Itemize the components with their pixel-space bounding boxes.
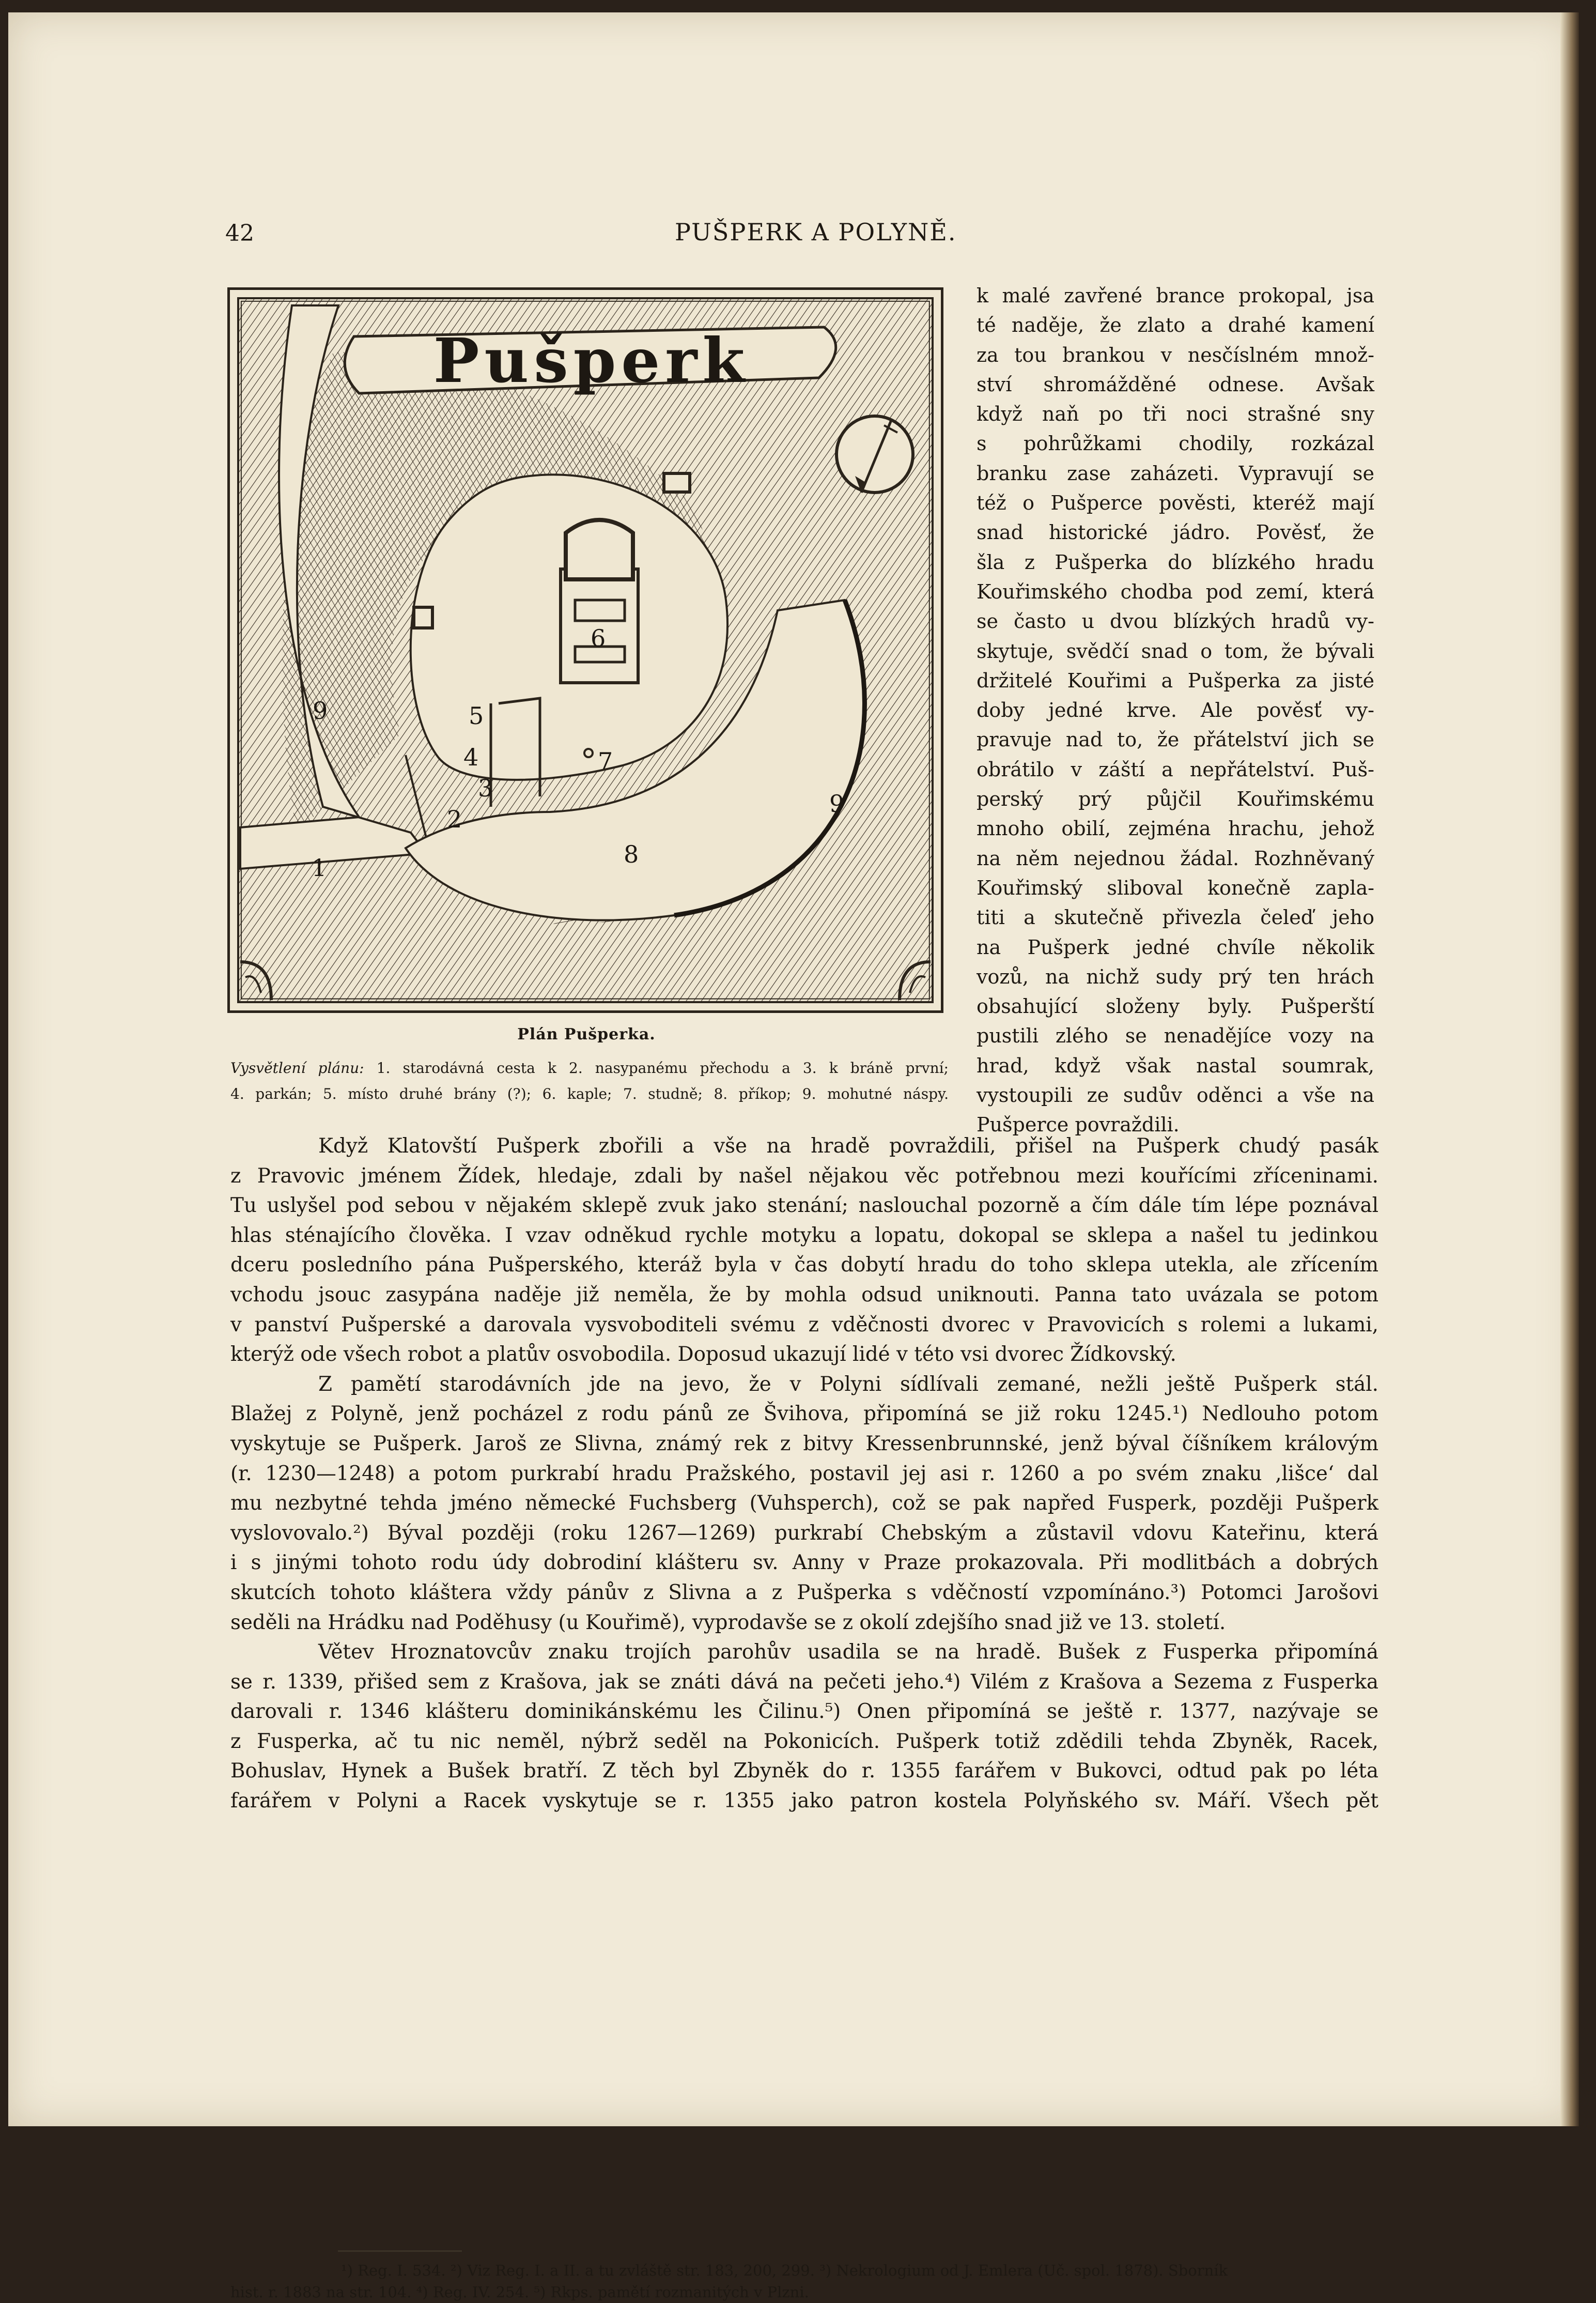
side-line: k malé zavřené brance prokopal, jsa	[977, 284, 1374, 307]
side-line: titi a skutečně přivezla čeleď jeho	[977, 906, 1374, 929]
footnote-line: ¹) Reg. I. 534. ²) Viz Reg. I. a II. a tu zvláště str. 183, 200, 299. ³) Nekrologium od J. Emlera (Uč. spol. 1878). Sborník	[341, 2262, 1228, 2279]
main-line: farářem v Polyni a Racek vyskytuje se r. 1355 jako patron kostela Polyňského sv. Máří. Všech pět	[230, 1789, 1378, 1813]
main-line: dceru posledního pána Pušperského, kteráž byla v čas dobytí hradu do toho sklepa utekla, ale zřícením	[230, 1253, 1378, 1277]
footnotes	[230, 2260, 1378, 2303]
side-line: Pušperce povraždili.	[977, 1113, 1180, 1137]
side-line: hrad, když však nastal soumrak,	[977, 1054, 1374, 1077]
footnote-line: hist. r. 1883 na str. 104. ⁴) Reg. IV. 254. ⁵) Rkps. pamětí rozmanitých v Plzni.	[230, 2283, 809, 2301]
plan-label-8: 8	[624, 840, 639, 868]
side-line: se často u dvou blízkých hradů vy-	[977, 610, 1374, 633]
plan-label-6: 6	[591, 624, 606, 652]
side-line: vozů, na nichž sudy prý ten hrách	[977, 965, 1374, 988]
main-line: i s jinými tohoto rodu údy dobrodiní klášteru sv. Anny v Praze prokazovala. Při modlitbách a dobrých	[230, 1551, 1378, 1575]
plan-label-7: 7	[598, 747, 613, 775]
side-line: Kouřimský sliboval konečně zapla-	[977, 876, 1374, 899]
castle-plan-drawing	[230, 290, 941, 1010]
main-line: Tu uslyšel pod sebou v nějakém sklepě zvuk jako stenání; naslouchal pozorně a čím dále tím lépe poznával	[230, 1194, 1378, 1218]
plan-label-5: 5	[469, 702, 484, 730]
main-line: vchodu jsouc zasypána naděje již neměla, že by mohla odsud uniknouti. Panna tato uvázala se potom	[230, 1283, 1378, 1307]
main-text-block	[230, 1131, 1378, 1816]
footnote-divider	[338, 2250, 462, 2252]
side-line: též o Pušperce pověsti, kteréž mají	[977, 492, 1374, 515]
side-line: ství shromážděné odnese. Avšak	[977, 373, 1374, 396]
side-line: perský prý půjčil Kouřimskému	[977, 788, 1374, 811]
side-line: skytuje, svědčí snad o tom, že bývali	[977, 639, 1374, 663]
main-line: Bohuslav, Hynek a Bušek bratří. Z těch byl Zbyněk do r. 1355 farářem v Bukovci, odtud pak po léta	[230, 1759, 1378, 1783]
main-line: vyslovovalo.²) Býval později (roku 1267—1269) purkrabí Chebským a zůstavil vdovu Kateřinu, která	[230, 1521, 1378, 1545]
main-line: z Fusperka, ač tu nic neměl, nýbrž seděl na Pokonicích. Pušperk totiž zdědili tehda Zbyněk, Racek,	[230, 1729, 1378, 1753]
main-line: v panství Pušperské a darovala vysvoboditeli svému z vděčnosti dvorec v Pravovicích s rolemi a lukami,	[230, 1313, 1378, 1337]
side-line: pustili zlého se nenadějíce vozy na	[977, 1024, 1374, 1048]
plan-label-4: 4	[463, 743, 479, 771]
side-line: obrátilo v záští a nepřátelství. Puš-	[977, 758, 1374, 781]
main-line: mu nezbytné tehda jméno německé Fuchsberg (Vuhsperch), což se pak napřed Fusperk, později Pušperk	[230, 1492, 1378, 1515]
side-line: branku zase zaházeti. Vypravují se	[977, 462, 1374, 485]
plan-label-3: 3	[478, 774, 493, 802]
main-line: Když Klatovští Pušperk zbořili a vše na hradě povraždili, přišel na Pušperk chudý pasák	[318, 1134, 1378, 1158]
figure-caption-legend	[230, 1055, 949, 1107]
plan-label-1: 1	[312, 854, 327, 882]
page-edge-shadow	[1560, 12, 1579, 2126]
side-line: snad historické jádro. Pověsť, že	[977, 521, 1374, 544]
main-line: Z pamětí starodávních jde na jevo, že v Polyni sídlívali zemané, nežli ještě Pušperk stál.	[318, 1372, 1378, 1396]
side-text-column	[977, 281, 1374, 1140]
main-line: Blažej z Polyně, jenž pocházel z rodu pánů ze Švihova, připomíná se již roku 1245.¹) Nedlouho potom	[230, 1402, 1378, 1426]
plan-label-2: 2	[447, 805, 462, 833]
caption-line-1-text: 1. starodávná cesta k 2. nasypanému přechodu a 3. k bráně první;	[376, 1060, 949, 1077]
side-line: s pohrůžkami chodily, rozkázal	[977, 432, 1374, 455]
side-line: na Pušperk jedné chvíle několik	[977, 935, 1374, 959]
main-line: skutcích tohoto kláštera vždy pánův z Slivna a z Pušperka s vděčností vzpomínáno.³) Potomci Jarošovi	[230, 1580, 1378, 1604]
main-line: darovali r. 1346 klášteru dominikánskému les Čilinu.⁵) Onen připomíná se ještě r. 1377, nazývaje se	[230, 1700, 1378, 1724]
side-line: té naděje, že zlato a drahé kamení	[977, 314, 1374, 337]
side-line: za tou brankou v nesčíslném množ-	[977, 343, 1374, 366]
side-line: když naň po tři noci strašné sny	[977, 403, 1374, 426]
castle-plan-figure	[227, 287, 943, 1013]
side-line: vystoupili ze sudův oděnci a vše na	[977, 1084, 1374, 1107]
page-number: 42	[225, 220, 254, 247]
main-line: seděli na Hrádku nad Poděhusy (u Kouřimě), vyprodavše se z okolí zdejšího snad již ve 13. století.	[230, 1610, 1226, 1634]
caption-lead: Vysvětlení plánu:	[230, 1060, 364, 1077]
main-line: se r. 1339, přišed sem z Krašova, jak se znáti dává na pečeti jeho.⁴) Vilém z Krašova a Sezema z Fusperka	[230, 1670, 1378, 1694]
side-line: pravuje nad to, že přátelství jich se	[977, 728, 1374, 751]
side-line: Kouřimského chodba pod zemí, která	[977, 580, 1374, 603]
main-line: z Pravovic jménem Žídek, hledaje, zdali by našel nějakou věc potřebnou mezi kouřícími zříceninami.	[230, 1164, 1378, 1188]
book-page	[8, 12, 1579, 2301]
caption-line-1	[230, 1060, 949, 1077]
compass-rose-icon	[836, 416, 913, 493]
side-line: obsahující složeny byly. Pušperští	[977, 995, 1374, 1018]
side-line: držitelé Kouřimi a Pušperka za jisté	[977, 669, 1374, 692]
plan-label-9-right: 9	[829, 790, 845, 818]
plan-label-9-left: 9	[313, 697, 328, 725]
main-line: (r. 1230—1248) a potom purkrabí hradu Pražského, postavil jej asi r. 1260 a po svém znaku ‚lišce‘ dal	[230, 1462, 1378, 1485]
main-line: Větev Hroznatovcův znaku trojích parohův usadila se na hradě. Bušek z Fusperka připomíná	[318, 1640, 1378, 1664]
caption-line-2: 4. parkán; 5. místo druhé brány (?); 6. kaple; 7. studně; 8. příkop; 9. mohutné náspy.	[230, 1085, 949, 1102]
chapel-building	[561, 520, 638, 683]
figure-caption-title: Plán Pušperka.	[517, 1025, 656, 1043]
side-line: na něm nejednou žádal. Rozhněvaný	[977, 847, 1374, 870]
side-line: doby jedné krve. Ale pověsť vy-	[977, 699, 1374, 722]
running-title: PUŠPERK A POLYNĚ.	[675, 218, 957, 246]
main-line: hlas sténajícího člověka. I vzav odněkud rychle motyku a lopatu, dokopal se sklepa a našel tu jedinkou	[230, 1223, 1378, 1247]
side-line: šla z Pušperka do blízkého hradu	[977, 550, 1374, 574]
main-line: vyskytuje se Pušperk. Jaroš ze Slivna, známý rek z bitvy Kressenbrunnské, jenž býval číšníkem královým	[230, 1432, 1378, 1455]
map-title: Pušperk	[433, 325, 750, 396]
side-line: mnoho obilí, zejména hrachu, jehož	[977, 817, 1374, 840]
main-line: kterýž ode všech robot a platův osvobodila. Doposud ukazují lidé v této vsi dvorec Žídkovský.	[230, 1343, 1176, 1367]
